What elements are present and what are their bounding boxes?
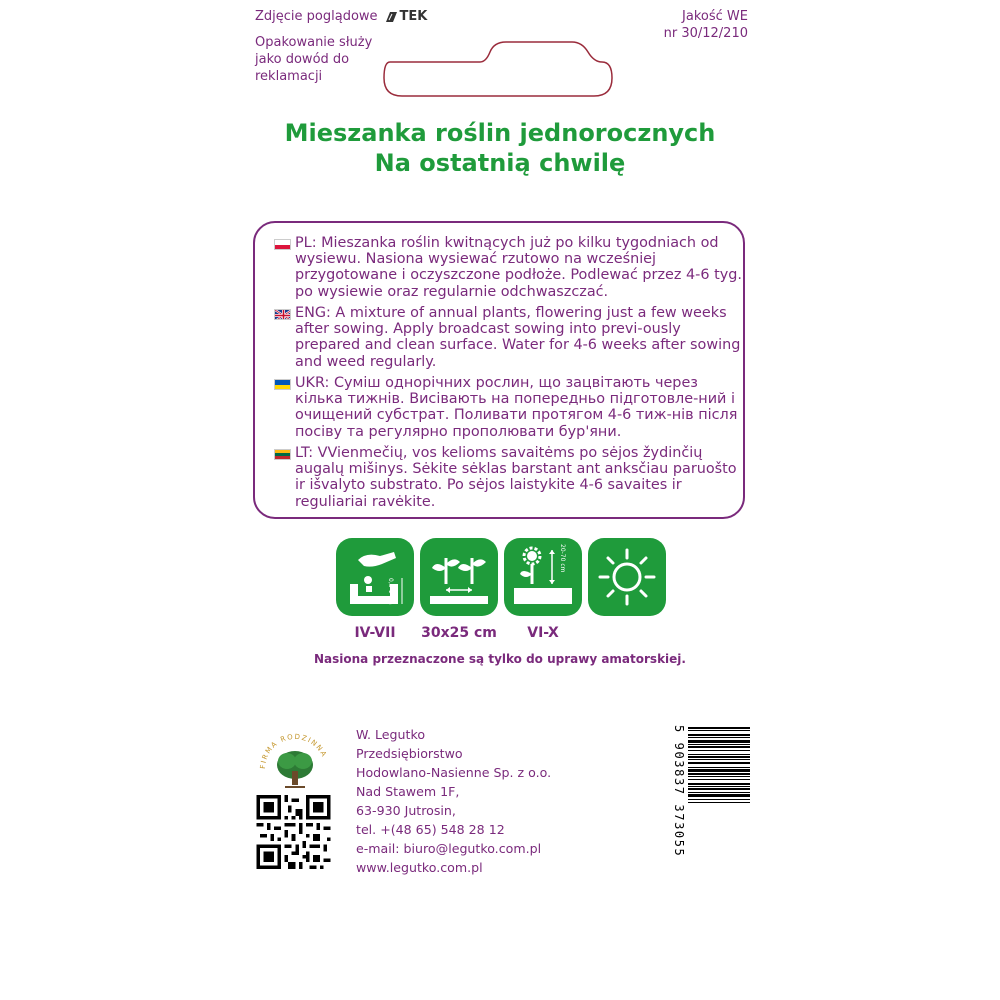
ukraine-flag-icon — [274, 379, 291, 390]
title-line-1: Mieszanka roślin jednorocznych — [284, 119, 716, 147]
company-city: 63-930 Jutrosin, — [356, 803, 456, 818]
company-line-3: Hodowlano-Nasienne Sp. z o.o. — [356, 765, 552, 780]
barcode-number: 5 903837 373055 — [672, 725, 686, 858]
qr-code[interactable] — [255, 795, 332, 869]
description-ukr: UKR: Суміш однорічних рослин, що зацвітають через кілька тижнів. Висівають на попередньо підготовле-ний і очищений субстрат. Поливати протягом 4-6 тиж-нів після посіву та регулярно прополювати бур'яни. — [295, 375, 738, 440]
company-name: W. Legutko — [356, 727, 426, 742]
company-info — [356, 725, 551, 877]
barcode — [672, 725, 750, 875]
poland-flag-icon — [274, 239, 291, 250]
company-website[interactable]: www.legutko.com.pl — [356, 860, 483, 875]
leaf-icon — [384, 10, 398, 24]
company-email[interactable]: e-mail: biuro@legutko.com.pl — [356, 841, 542, 856]
spacing-label: 30x25 cm — [421, 625, 497, 641]
description-box — [253, 221, 745, 519]
sowing-depth-text: 0,5-1 cm — [387, 578, 394, 605]
quality-number: nr 30/12/210 — [663, 26, 748, 41]
sowing-depth-icon — [336, 538, 414, 616]
company-street: Nad Stawem 1F, — [356, 784, 460, 799]
hang-slot — [382, 38, 614, 100]
amateur-note: Nasiona przeznaczone są tylko do uprawy amatorskiej. — [314, 652, 686, 666]
description-lt: LT: VVienmečių, vos kelioms savaitėms po sėjos žydinčių augalų mišinys. Sėkite sėklas barstant ant anksčiau paruošto ir išvalyto substrato. Po sėjos laistykite 4-6 savaites ir reguliariai ravėkite. — [295, 445, 737, 510]
description-pl: PL: Mieszanka roślin kwitnących już po kilku tygodniach od wysiewu. Nasiona wysiewać rzutowo na wcześniej przygotowane i oczyszczone podłoże. Podlewać przez 4-6 tyg. po wysiewie oraz regularnie odchwaszczać. — [295, 235, 742, 300]
company-phone: tel. +(48 65) 548 28 12 — [356, 822, 505, 837]
title-line-2: Na ostatnią chwilę — [374, 149, 626, 177]
family-firm-logo — [255, 725, 335, 795]
company-line-2: Przedsiębiorstwo — [356, 746, 463, 761]
lithuania-flag-icon — [274, 449, 291, 460]
product-title — [200, 118, 800, 178]
sowing-time-label: IV-VII — [354, 625, 396, 641]
full-sun-icon — [588, 538, 666, 616]
packaging-note: Opakowanie służy jako dowód do reklamacji — [255, 35, 373, 84]
flowering-time-label: VI-X — [527, 625, 559, 641]
tek-logo: TEK — [384, 8, 428, 25]
spacing-icon — [420, 538, 498, 616]
description-eng: ENG: A mixture of annual plants, flowering just a few weeks after sowing. Apply broadcast sowing into previ-ously prepared and clean surface. Water for 4-6 weeks after sowing and weed regularly. — [295, 305, 741, 370]
quality-info — [640, 8, 748, 42]
uk-flag-icon — [274, 309, 291, 320]
quality-label: Jakość WE — [682, 9, 748, 24]
plant-height-icon — [504, 538, 582, 616]
preview-label: Zdjęcie poglądowe — [255, 9, 378, 24]
plant-height-text: 20-70 cm — [559, 544, 566, 573]
logo-text: FIRMA RODZINNA — [258, 732, 329, 770]
